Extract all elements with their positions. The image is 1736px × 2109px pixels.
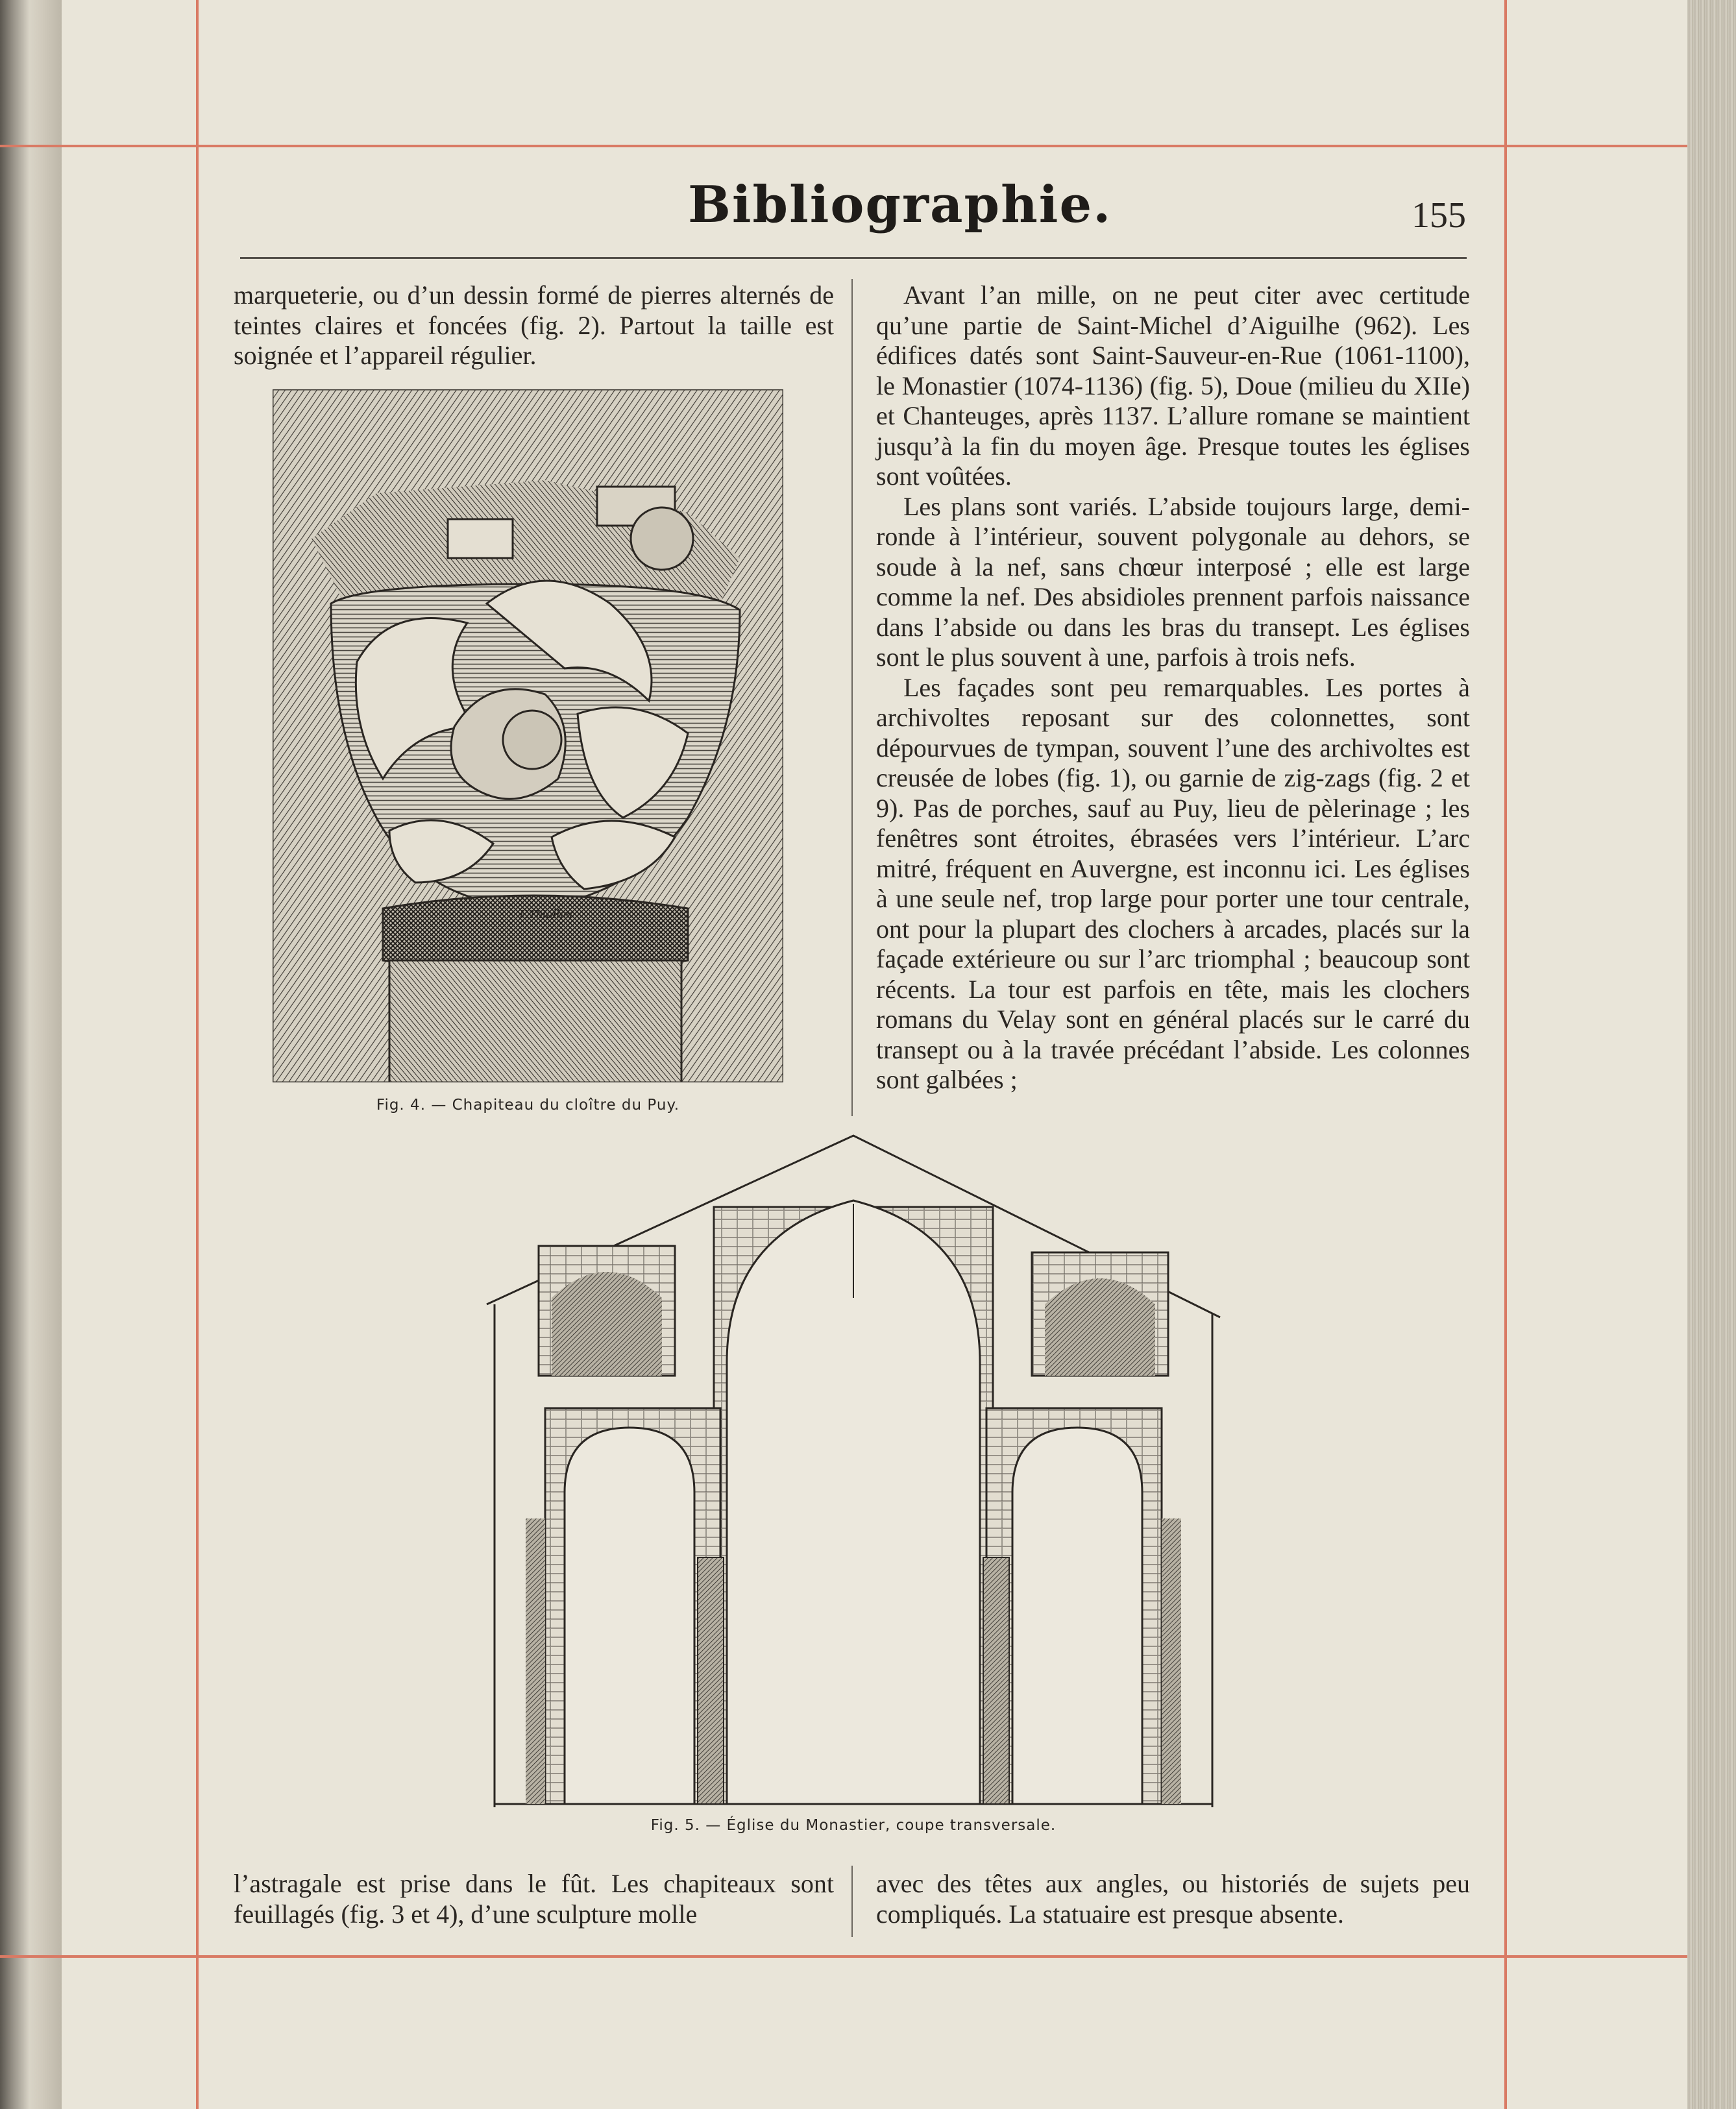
- page-edges: [1687, 0, 1736, 2109]
- figure-4-capital-engraving: [273, 389, 783, 1082]
- frame-line-left: [196, 0, 199, 2109]
- header-rule: [240, 257, 1467, 259]
- page-number: 155: [1412, 195, 1466, 236]
- column-divider-bottom: [851, 1866, 853, 1937]
- paragraph: Avant l’an mille, on ne peut citer avec certitude qu’une partie de Saint-Michel d’Aiguilhe (962). Les édifices datés sont Saint-Sauveur-en-Rue (1061-1100), le Monastier (1074-1136) (fig. 5), Doue (milieu du XIIe) et Chanteuges, après 1137. L’allure romane se maintient jusqu’à la fin du moyen âge. Presque toutes les églises sont voûtées.: [876, 280, 1470, 491]
- paragraph: marqueterie, ou d’un dessin formé de pierres alternés de teintes claires et foncées (fig. 2). Partout la taille est soignée et l’appareil régulier.: [234, 280, 834, 370]
- column-bottom-right: [876, 1869, 1470, 1929]
- paragraph: avec des têtes aux angles, ou historiés de sujets peu compliqués. La statuaire est presque absente.: [876, 1869, 1470, 1929]
- frame-line-bottom: [0, 1955, 1687, 1958]
- figure-4-caption: Fig. 4. — Chapiteau du cloître du Puy.: [376, 1097, 680, 1114]
- frame-line-top: [0, 145, 1687, 147]
- paragraph: Les façades sont peu remarquables. Les portes à archivoltes reposant sur des colonnettes, sont dépourvues de tympan, souvent l’une des archivoltes est creusée de lobes (fig. 1), ou garnie de zig-zags (fig. 2 et 9). Pas de porches, sauf au Puy, lieu de pèlerinage ; les fenêtres sont étroites, ébrasées vers l’intérieur. L’arc mitré, fréquent en Auvergne, est inconnu ici. Les églises à une seule nef, trop large pour porter une tour centrale, ont pour la plupart des clochers à arcades, placés sur la façade extérieure ou sur l’arc triomphal ; beaucoup sont récents. La tour est parfois en tête, mais les clochers romans du Velay sont en général placés sur le carré du transept ou à la travée précédant l’abside. Les colonnes sont galbées ;: [876, 672, 1470, 1094]
- column-top-left: [234, 280, 834, 371]
- figure-5-cross-section-drawing: [480, 1129, 1227, 1807]
- frame-line-right: [1504, 0, 1507, 2109]
- column-top-right: [876, 280, 1470, 1095]
- column-bottom-left: [234, 1869, 834, 1929]
- paragraph: l’astragale est prise dans le fût. Les chapiteaux sont feuillagés (fig. 3 et 4), d’une sculpture molle: [234, 1869, 834, 1929]
- figure-5-caption: Fig. 5. — Église du Monastier, coupe transversale.: [650, 1817, 1057, 1834]
- column-divider-top: [851, 279, 853, 1116]
- engraver-signature: F.Thiollier: [519, 907, 574, 921]
- book-spine-shadow: [0, 0, 62, 2109]
- running-title: Bibliographie.: [688, 175, 1112, 234]
- paragraph: Les plans sont variés. L’abside toujours large, demi-ronde à l’intérieur, souvent polygonale au dehors, se soude à la nef, sans chœur interposé ; elle est large comme la nef. Des absidioles prennent parfois naissance dans l’abside ou dans les bras du transept. Les églises sont le plus souvent à une, parfois à trois nefs.: [876, 491, 1470, 672]
